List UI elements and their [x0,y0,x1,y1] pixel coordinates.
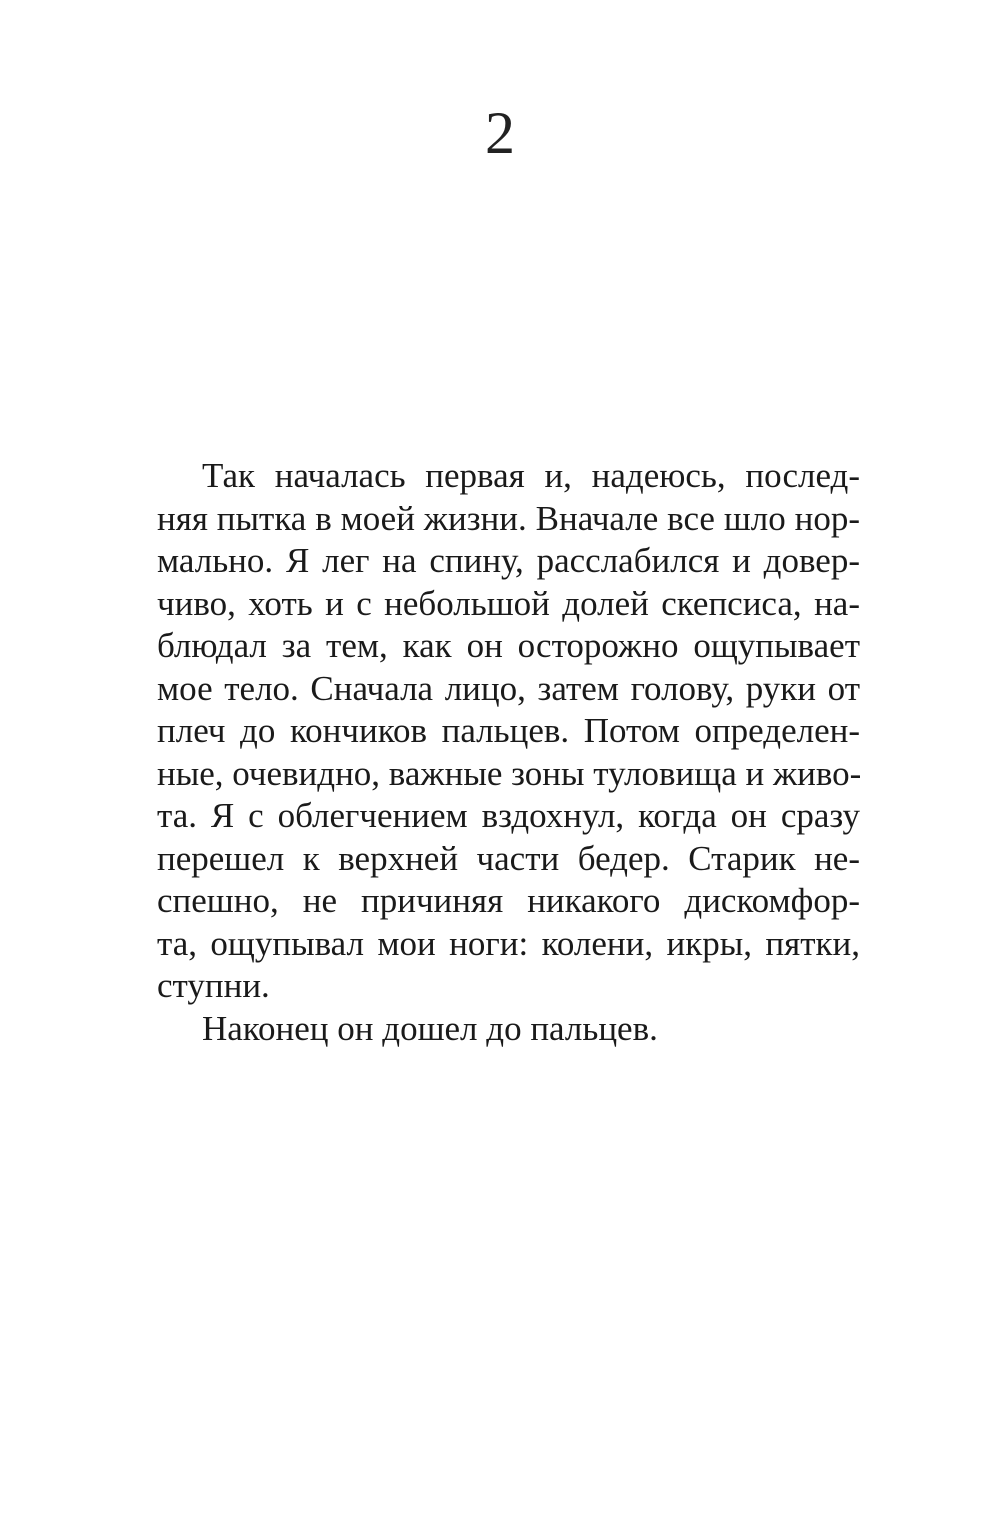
text-line: ступни. [157,966,270,1005]
text-line: мое тело. Сначала лицо, затем голову, руки от [157,668,860,708]
text-line: мально. Я лег на спину, расслабился и довер- [157,541,860,580]
text-line: ные, очевидно, важные зоны туловища и живо- [157,753,862,793]
text-line: няя пытка в моей жизни. Вначале все шло нор- [157,498,860,538]
text-line: та, ощупывал мои ноги: колени, икры, пятки, [157,923,860,963]
text-line: чиво, хоть и с небольшой долей скепсиса, на- [157,583,860,623]
text-line: та. Я с облегчением вздохнул, когда он сразу [157,796,860,835]
text-line: Наконец он дошел до пальцев. [202,1008,658,1048]
chapter-number: 2 [485,100,515,166]
text-line: блюдал за тем, как он осторожно ощупывает [157,626,860,665]
body-text [157,455,860,1050]
text-line: плеч до кончиков пальцев. Потом определен- [157,711,860,750]
text-line: спешно, не причиняя никакого дискомфор- [157,881,860,920]
text-line: перешел к верхней части бедер. Старик не- [157,838,860,878]
text-line: Так началась первая и, надеюсь, послед- [202,456,860,495]
